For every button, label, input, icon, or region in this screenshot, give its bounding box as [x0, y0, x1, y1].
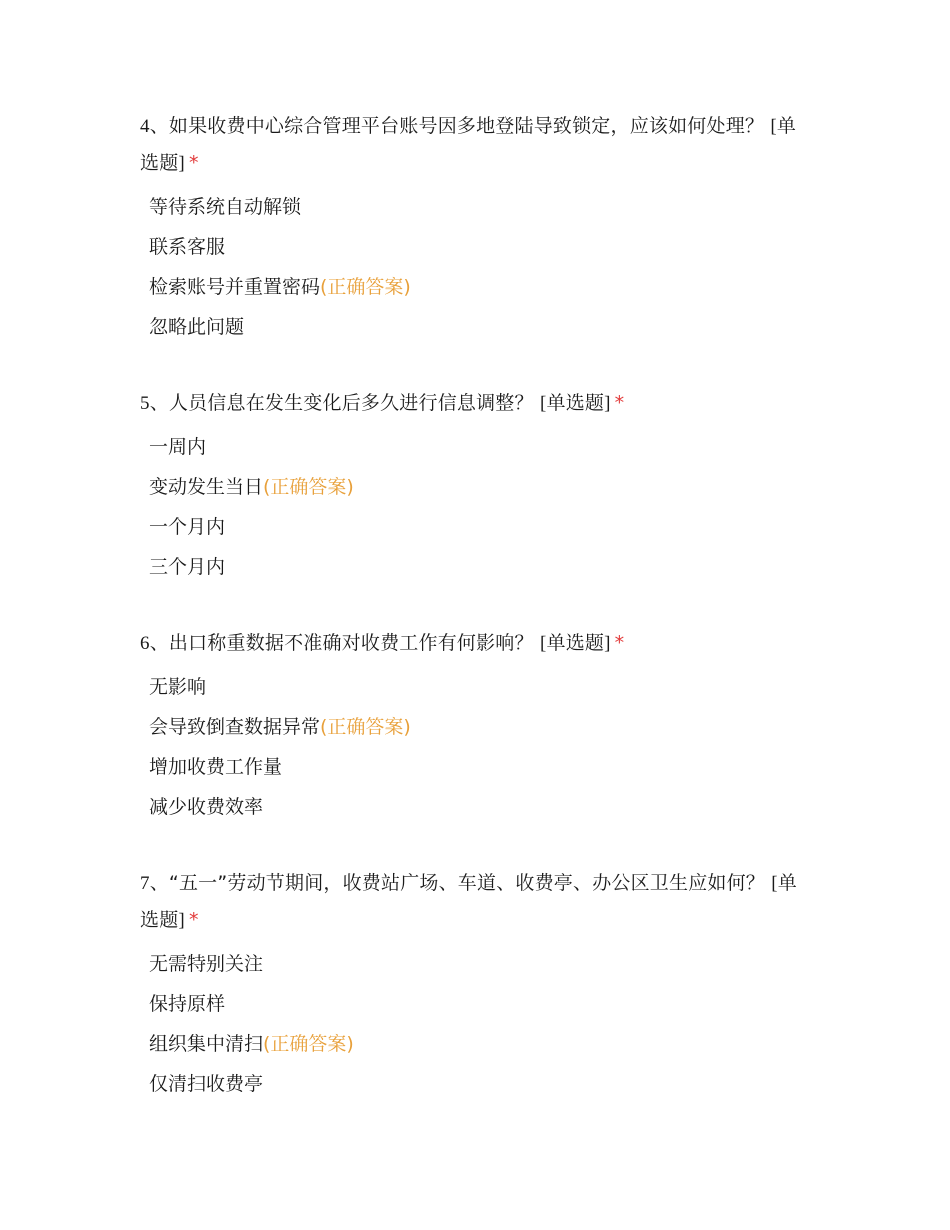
question-number: 5、	[140, 393, 169, 414]
option-item	[149, 787, 810, 827]
option-label: 变动发生当日	[149, 476, 264, 498]
question-list	[140, 108, 810, 1142]
option-label: 无需特别关注	[149, 953, 264, 975]
question-7	[140, 865, 810, 1104]
question-type: [单选题]	[539, 633, 611, 654]
required-mark: *	[614, 632, 625, 654]
question-text: 如果收费中心综合管理平台账号因多地登陆导致锁定，应该如何处理？	[168, 115, 765, 137]
option-item	[149, 307, 810, 347]
option-label: 三个月内	[149, 556, 226, 578]
option-label: 会导致倒查数据异常	[149, 716, 321, 738]
option-label: 一周内	[149, 436, 207, 458]
option-item	[149, 1064, 810, 1104]
option-item	[149, 187, 810, 227]
correct-answer-tag: (正确答案)	[263, 476, 354, 498]
question-title	[140, 108, 810, 182]
option-item	[149, 267, 810, 307]
option-label: 一个月内	[149, 516, 226, 538]
option-list	[140, 427, 810, 587]
question-6	[140, 625, 810, 827]
option-item	[149, 507, 810, 547]
correct-answer-tag: (正确答案)	[320, 716, 411, 738]
question-text: 出口称重数据不准确对收费工作有何影响？	[168, 632, 534, 654]
option-item	[149, 944, 810, 984]
option-item	[149, 227, 810, 267]
correct-answer-tag: (正确答案)	[320, 276, 411, 298]
option-item	[149, 547, 810, 587]
option-label: 组织集中清扫	[149, 1033, 264, 1055]
question-type: [单选题]	[539, 393, 611, 414]
required-mark: *	[188, 152, 199, 174]
required-mark: *	[188, 909, 199, 931]
option-label: 仅清扫收费亭	[149, 1073, 264, 1095]
question-title	[140, 625, 810, 662]
question-number: 6、	[140, 633, 169, 654]
question-4	[140, 108, 810, 347]
required-mark: *	[614, 392, 625, 414]
question-type: [单选题]	[140, 873, 797, 931]
question-number: 4、	[140, 116, 169, 137]
option-label: 检索账号并重置密码	[149, 276, 321, 298]
question-title	[140, 865, 810, 939]
option-label: 增加收费工作量	[149, 756, 283, 778]
option-item	[149, 707, 810, 747]
option-label: 忽略此问题	[149, 316, 245, 338]
question-number: 7、	[140, 873, 169, 894]
option-item	[149, 984, 810, 1024]
question-5	[140, 385, 810, 587]
option-label: 保持原样	[149, 993, 226, 1015]
option-item	[149, 747, 810, 787]
question-text: “五一”劳动节期间，收费站广场、车道、收费亭、办公区卫生应如何？	[168, 872, 765, 894]
option-label: 无影响	[149, 676, 207, 698]
option-list	[140, 944, 810, 1104]
option-label: 减少收费效率	[149, 796, 264, 818]
question-type: [单选题]	[140, 116, 797, 174]
question-title	[140, 385, 810, 422]
option-item	[149, 467, 810, 507]
option-item	[149, 1024, 810, 1064]
correct-answer-tag: (正确答案)	[263, 1033, 354, 1055]
option-item	[149, 667, 810, 707]
option-item	[149, 427, 810, 467]
option-list	[140, 187, 810, 347]
option-list	[140, 667, 810, 827]
option-label: 联系客服	[149, 236, 226, 258]
option-label: 等待系统自动解锁	[149, 196, 302, 218]
question-text: 人员信息在发生变化后多久进行信息调整？	[168, 392, 534, 414]
